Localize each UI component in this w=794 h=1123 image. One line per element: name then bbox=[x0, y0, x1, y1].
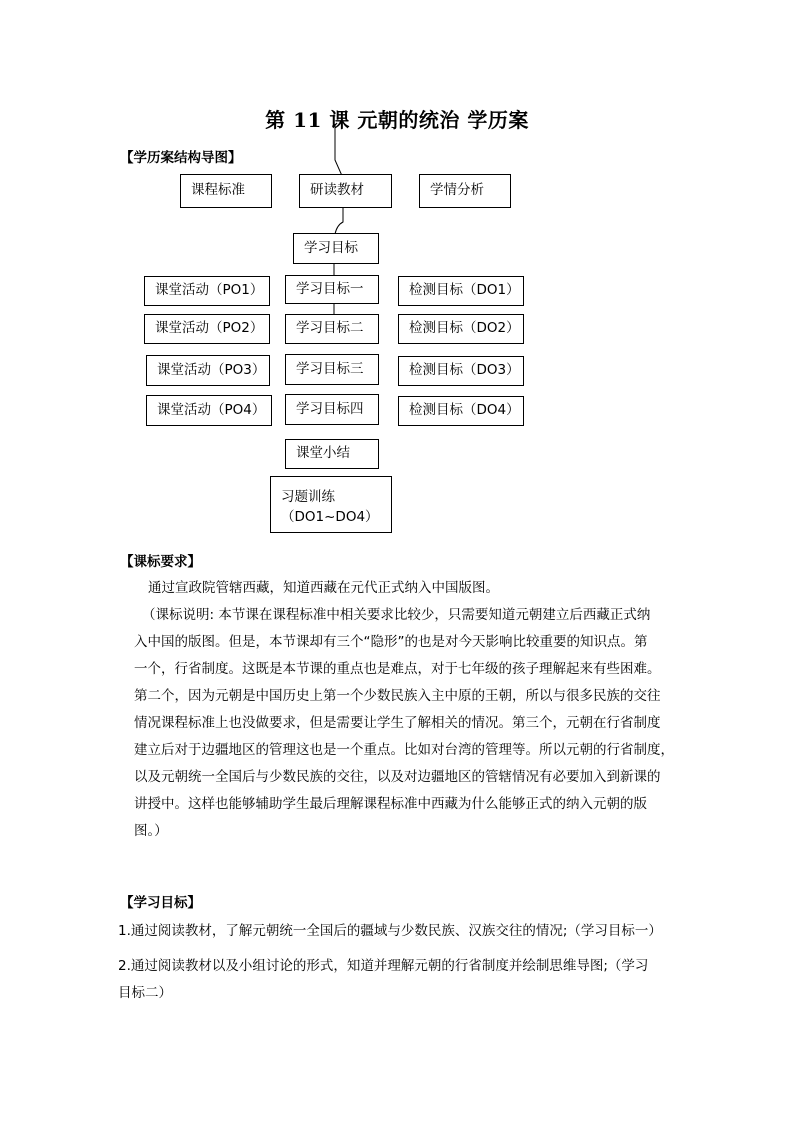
objective-item-1: 1.通过阅读教材，了解元朝统一全国后的疆域与少数民族、汉族交往的情况;（学习目标一） bbox=[118, 923, 662, 939]
curriculum-note-line-8: 讲授中。这样也能够辅助学生最后理解课程标准中西藏为什么能够正式的纳入元朝的版 bbox=[134, 796, 647, 812]
box-goal-3: 学习目标三 bbox=[285, 354, 379, 385]
box-curriculum-standard: 课程标准 bbox=[180, 174, 272, 208]
box-class-summary: 课堂小结 bbox=[285, 439, 379, 469]
section-heading-objectives: 【学习目标】 bbox=[120, 895, 201, 911]
exercise-range: （DO1~DO4） bbox=[281, 509, 379, 525]
curriculum-note-line-7: 以及元朝统一全国后与少数民族的交往，以及对边疆地区的管辖情况有必要加入到新课的 bbox=[134, 769, 661, 785]
box-activity-po4: 课堂活动（PO4） bbox=[146, 395, 272, 426]
box-test-do4: 检测目标（DO4） bbox=[398, 396, 524, 426]
section-heading-structure: 【学历案结构导图】 bbox=[120, 150, 242, 166]
box-goal-1: 学习目标一 bbox=[285, 275, 379, 304]
curriculum-note-line-2: 入中国的版图。但是，本节课却有三个“隐形”的也是对今天影响比较重要的知识点。第 bbox=[134, 634, 648, 650]
curriculum-note-line-6: 建立后对于边疆地区的管理这也是一个重点。比如对台湾的管理等。所以元朝的行省制度， bbox=[134, 742, 674, 758]
curriculum-note-line-1: （课标说明: 本节课在课程标准中相关要求比较少，只需要知道元朝建立后西藏正式纳 bbox=[142, 607, 651, 623]
curriculum-note-line-3: 一个，行省制度。这既是本节课的重点也是难点，对于七年级的孩子理解起来有些困难。 bbox=[134, 661, 661, 677]
box-goal-4: 学习目标四 bbox=[285, 394, 379, 425]
box-activity-po2: 课堂活动（PO2） bbox=[144, 314, 270, 344]
box-activity-po1: 课堂活动（PO1） bbox=[144, 276, 270, 306]
box-student-analysis: 学情分析 bbox=[419, 174, 511, 208]
objective-item-2-line-1: 2.通过阅读教材以及小组讨论的形式，知道并理解元朝的行省制度并绘制思维导图;（学习 bbox=[118, 958, 649, 974]
section-heading-curriculum: 【课标要求】 bbox=[120, 554, 201, 570]
objective-item-2-line-2: 目标二） bbox=[118, 985, 172, 1001]
box-exercise-training bbox=[270, 476, 392, 533]
box-study-textbook: 研读教材 bbox=[299, 174, 392, 208]
curriculum-note-line-5: 情况课程标准上也没做要求，但是需要让学生了解相关的情况。第三个，元朝在行省制度 bbox=[134, 715, 661, 731]
box-test-do3: 检测目标（DO3） bbox=[398, 356, 524, 386]
box-learning-objectives: 学习目标 bbox=[293, 233, 379, 264]
box-activity-po3: 课堂活动（PO3） bbox=[146, 355, 270, 386]
exercise-label: 习题训练 bbox=[281, 489, 335, 505]
curriculum-requirement: 通过宣政院管辖西藏，知道西藏在元代正式纳入中国版图。 bbox=[148, 580, 499, 596]
page-title: 第 11 课 元朝的统治 学历案 bbox=[265, 108, 529, 132]
curriculum-note-line-4: 第二个，因为元朝是中国历史上第一个少数民族入主中原的王朝，所以与很多民族的交往 bbox=[134, 688, 661, 704]
box-test-do1: 检测目标（DO1） bbox=[398, 276, 524, 306]
box-goal-2: 学习目标二 bbox=[285, 314, 379, 344]
curriculum-note-line-9: 图。） bbox=[134, 823, 168, 839]
box-test-do2: 检测目标（DO2） bbox=[398, 314, 524, 344]
